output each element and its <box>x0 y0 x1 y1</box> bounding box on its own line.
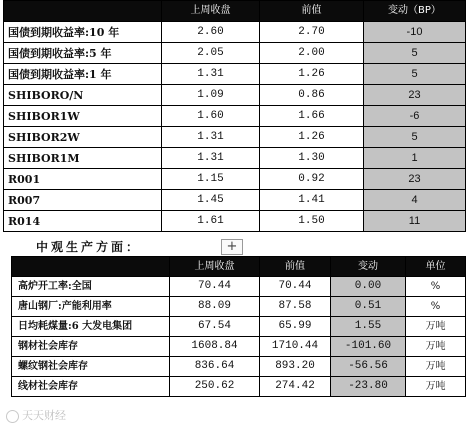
last-close-value: 88.09 <box>170 297 260 317</box>
row-label: 国债到期收益率:1 年 <box>4 64 162 85</box>
previous-value: 87.58 <box>260 297 331 317</box>
row-label: SHIBORO/N <box>4 85 162 106</box>
change-value: 5 <box>364 127 466 148</box>
watermark-text: 天天财经 <box>22 409 66 422</box>
header-last-close: 上周收盘 <box>170 257 260 277</box>
last-close-value: 70.44 <box>170 277 260 297</box>
change-value: -23.80 <box>331 377 406 397</box>
row-label: R001 <box>4 169 162 190</box>
change-value: -10 <box>364 22 466 43</box>
change-value: 5 <box>364 64 466 85</box>
last-close-value: 1.09 <box>162 85 260 106</box>
watermark <box>6 407 66 423</box>
table-row <box>12 277 466 297</box>
row-label: SHIBOR1W <box>4 106 162 127</box>
change-value: 1 <box>364 148 466 169</box>
header-change-bp: 变动（BP） <box>364 1 466 22</box>
bond-rate-table <box>3 0 466 232</box>
unit-value: % <box>406 297 466 317</box>
table-row <box>12 317 466 337</box>
row-label: 日均耗煤量:6 大发电集团 <box>12 317 170 337</box>
table-row <box>4 169 466 190</box>
unit-value: 万吨 <box>406 377 466 397</box>
change-value: -56.56 <box>331 357 406 377</box>
last-close-value: 1.60 <box>162 106 260 127</box>
last-close-value: 2.05 <box>162 43 260 64</box>
last-close-value: 1.61 <box>162 211 260 232</box>
header-last-close: 上周收盘 <box>162 1 260 22</box>
table-row <box>4 106 466 127</box>
row-label: 唐山钢厂:产能利用率 <box>12 297 170 317</box>
table-row <box>4 211 466 232</box>
table-header-row <box>12 257 466 277</box>
previous-value: 70.44 <box>260 277 331 297</box>
header-change: 变动 <box>331 257 406 277</box>
last-close-value: 1.31 <box>162 127 260 148</box>
previous-value: 2.00 <box>260 43 364 64</box>
change-value: 11 <box>364 211 466 232</box>
table-row <box>4 43 466 64</box>
table-row <box>4 64 466 85</box>
table-row <box>4 85 466 106</box>
row-label: 高炉开工率:全国 <box>12 277 170 297</box>
last-close-value: 1.31 <box>162 64 260 85</box>
change-value: -101.60 <box>331 337 406 357</box>
table-row <box>4 22 466 43</box>
unit-value: 万吨 <box>406 317 466 337</box>
row-label: R014 <box>4 211 162 232</box>
header-previous: 前值 <box>260 257 331 277</box>
table-row <box>12 357 466 377</box>
unit-value: % <box>406 277 466 297</box>
section-title: 中观生产方面： <box>36 240 142 254</box>
change-value: 0.51 <box>331 297 406 317</box>
unit-value: 万吨 <box>406 337 466 357</box>
row-label: 螺纹钢社会库存 <box>12 357 170 377</box>
row-label: R007 <box>4 190 162 211</box>
row-label: 国债到期收益率:5 年 <box>4 43 162 64</box>
table-row <box>4 148 466 169</box>
table-row <box>4 127 466 148</box>
previous-value: 1.66 <box>260 106 364 127</box>
header-previous: 前值 <box>260 1 364 22</box>
watermark-logo-icon <box>6 410 19 423</box>
table-header-row <box>4 1 466 22</box>
previous-value: 0.92 <box>260 169 364 190</box>
change-value: 4 <box>364 190 466 211</box>
last-close-value: 2.60 <box>162 22 260 43</box>
previous-value: 1.30 <box>260 148 364 169</box>
last-close-value: 1.45 <box>162 190 260 211</box>
row-label: 线材社会库存 <box>12 377 170 397</box>
last-close-value: 250.62 <box>170 377 260 397</box>
last-close-value: 836.64 <box>170 357 260 377</box>
last-close-value: 67.54 <box>170 317 260 337</box>
change-value: -6 <box>364 106 466 127</box>
change-value: 23 <box>364 85 466 106</box>
unit-value: 万吨 <box>406 357 466 377</box>
previous-value: 1.26 <box>260 64 364 85</box>
change-value: 1.55 <box>331 317 406 337</box>
previous-value: 0.86 <box>260 85 364 106</box>
header-label <box>12 257 170 277</box>
previous-value: 274.42 <box>260 377 331 397</box>
header-unit: 单位 <box>406 257 466 277</box>
previous-value: 1.26 <box>260 127 364 148</box>
change-value: 0.00 <box>331 277 406 297</box>
row-label: SHIBOR1M <box>4 148 162 169</box>
previous-value: 1710.44 <box>260 337 331 357</box>
change-value: 23 <box>364 169 466 190</box>
last-close-value: 1.31 <box>162 148 260 169</box>
table-row <box>12 297 466 317</box>
production-table <box>11 256 466 397</box>
row-label: SHIBOR2W <box>4 127 162 148</box>
previous-value: 1.50 <box>260 211 364 232</box>
row-label: 钢材社会库存 <box>12 337 170 357</box>
add-row-button[interactable]: + <box>221 239 243 255</box>
table-row <box>12 377 466 397</box>
table-row <box>12 337 466 357</box>
previous-value: 2.70 <box>260 22 364 43</box>
previous-value: 893.20 <box>260 357 331 377</box>
row-label: 国债到期收益率:10 年 <box>4 22 162 43</box>
previous-value: 65.99 <box>260 317 331 337</box>
last-close-value: 1.15 <box>162 169 260 190</box>
table-row <box>4 190 466 211</box>
header-label <box>4 1 162 22</box>
change-value: 5 <box>364 43 466 64</box>
previous-value: 1.41 <box>260 190 364 211</box>
last-close-value: 1608.84 <box>170 337 260 357</box>
